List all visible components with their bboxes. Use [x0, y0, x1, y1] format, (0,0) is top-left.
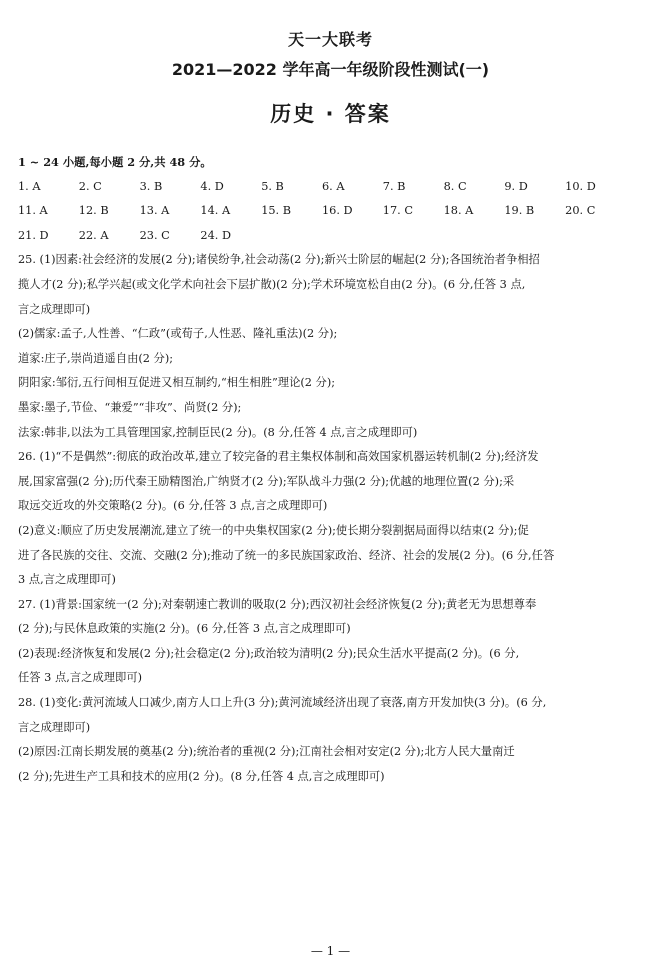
answer-line: 墨家:墨子,节俭、“兼爱”“非攻”、尚贤(2 分);: [18, 400, 242, 414]
answer-line: (2)意义:顺应了历史发展潮流,建立了统一的中央集权国家(2 分);使长期分裂割据局面得以结束(2 分);促: [18, 523, 529, 537]
choice-answer: 18. A: [443, 204, 474, 218]
choice-answer: 12. B: [78, 204, 109, 218]
answer-line: 任答 3 点,言之成理即可): [18, 671, 143, 685]
answer-line: (2 分);先进生产工具和技术的应用(2 分)。(8 分,任答 4 点,言之成理即可): [18, 769, 385, 783]
answer-line: (2 分);与民休息政策的实施(2 分)。(6 分,任答 3 点,言之成理即可): [18, 622, 351, 636]
page-number: — 1 —: [310, 944, 351, 958]
choice-answer: 10. D: [565, 179, 596, 193]
answer-line: 25. (1)因素:社会经济的发展(2 分);诸侯纷争,社会动荡(2 分);新兴士阶层的崛起(2 分);各国统治者争相招: [18, 253, 540, 267]
choice-answer: 2. C: [78, 179, 102, 193]
choice-answer: 17. C: [382, 204, 413, 218]
answer-line: 27. (1)背景:国家统一(2 分);对秦朝速亡教训的吸取(2 分);西汉初社会经济恢复(2 分);黄老无为思想尊奉: [18, 597, 537, 611]
exam-org-title: 天一大联考: [287, 30, 373, 49]
choice-answer: 1. A: [18, 179, 41, 193]
choice-answer: 19. B: [504, 204, 535, 218]
choice-answer: 15. B: [261, 204, 292, 218]
choice-row: [18, 175, 644, 200]
answer-line: 阴阳家:邹衍,五行间相互促进又相互制约,“相生相胜”理论(2 分);: [18, 376, 336, 390]
answer-line: 言之成理即可): [18, 302, 91, 316]
choice-answer: 20. C: [565, 204, 596, 218]
choice-answer: 5. B: [261, 179, 284, 193]
choice-answer: 11. A: [18, 204, 48, 218]
answer-line: 3 点,言之成理即可): [18, 573, 116, 587]
choice-answer: 13. A: [139, 204, 170, 218]
answer-line: 取远交近攻的外交策略(2 分)。(6 分,任答 3 点,言之成理即可): [18, 499, 328, 513]
answer-line: 展,国家富强(2 分);历代秦王励精图治,广纳贤才(2 分);军队战斗力强(2 分);优越的地理位置(2 分);采: [18, 474, 515, 488]
choice-answer: 24. D: [200, 228, 232, 242]
choice-intro: 1 ~ 24 小题,每小题 2 分,共 48 分。: [18, 155, 212, 169]
choice-answers: [18, 175, 644, 249]
essay-answers: [18, 248, 644, 789]
answer-line: 26. (1)“不是偶然”:彻底的政治改革,建立了较完备的君主集权体制和高效国家机器运转机制(2 分);经济发: [18, 450, 539, 464]
answer-line: 进了各民族的交往、交流、交融(2 分);推动了统一的多民族国家政治、经济、社会的发展(2 分)。(6 分,任答: [18, 548, 555, 562]
subject-title: 历史 · 答案: [270, 102, 391, 126]
answer-line: 揽人才(2 分);私学兴起(或文化学术向社会下层扩散)(2 分);学术环境宽松自由(2 分)。(6 分,任答 3 点,: [18, 277, 526, 291]
answer-line: 28. (1)变化:黄河流域人口减少,南方人口上升(3 分);黄河流域经济出现了衰落,南方开发加快(3 分)。(6 分,: [18, 696, 547, 710]
answer-line: 道家:庄子,崇尚逍遥自由(2 分);: [18, 351, 174, 365]
choice-answer: 16. D: [321, 204, 353, 218]
choice-answer: 22. A: [78, 228, 109, 242]
choice-answer: 23. C: [139, 228, 170, 242]
choice-answer: 6. A: [321, 179, 345, 193]
choice-answer: 7. B: [382, 179, 406, 193]
answer-line: 言之成理即可): [18, 720, 91, 734]
choice-answer: 3. B: [139, 179, 163, 193]
choice-row: [18, 224, 644, 249]
answer-line: (2)表现:经济恢复和发展(2 分);社会稳定(2 分);政治较为清明(2 分);民众生活水平提高(2 分)。(6 分,: [18, 646, 520, 660]
exam-title: 2021—2022 学年高一年级阶段性测试(一): [171, 60, 490, 79]
choice-answer: 8. C: [443, 179, 467, 193]
answer-line: (2)儒家:孟子,人性善、“仁政”(或荀子,人性恶、隆礼重法)(2 分);: [18, 327, 338, 341]
choice-answer: 4. D: [200, 179, 224, 193]
choice-answer: 9. D: [504, 179, 528, 193]
answer-line: 法家:韩非,以法为工具管理国家,控制臣民(2 分)。(8 分,任答 4 点,言之成理即可): [18, 425, 418, 439]
choice-row: [18, 199, 644, 224]
choice-answer: 14. A: [200, 204, 231, 218]
choice-answer: 21. D: [18, 228, 49, 242]
answer-content: [18, 150, 644, 789]
answer-line: (2)原因:江南长期发展的奠基(2 分);统治者的重视(2 分);江南社会相对安定(2 分);北方人民大量南迁: [18, 745, 515, 759]
